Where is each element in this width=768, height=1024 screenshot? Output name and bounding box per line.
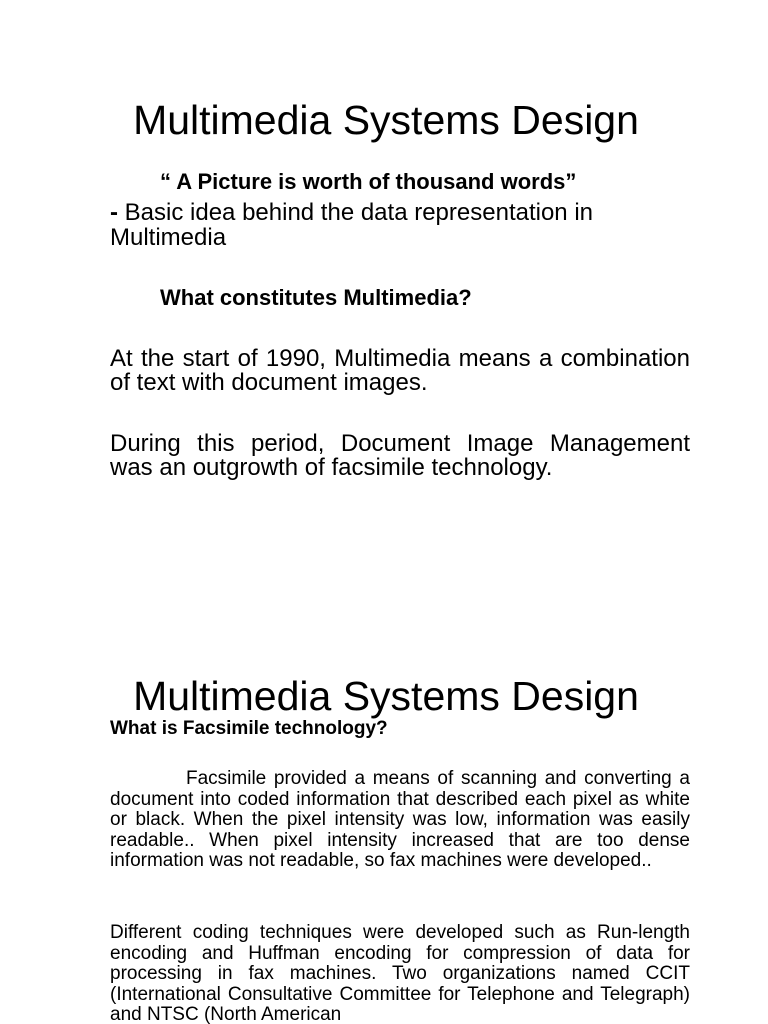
section-question: What is Facsimile technology? xyxy=(110,718,388,739)
bullet-dash: - xyxy=(110,199,118,226)
section-question: What constitutes Multimedia? xyxy=(160,285,472,310)
paragraph: Different coding techniques were developed such as Run-length encoding and Huffman encoding for compression of data for processing in fax machines. Two organizations named CCIT (International Consultative Committee for Telephone and Telegraph) and NTSC (North American xyxy=(110,922,690,1024)
slide-title: Multimedia Systems Design xyxy=(133,97,639,143)
basic-idea-text xyxy=(110,200,670,250)
paragraph: Facsimile provided a means of scanning and converting a document into coded information that described each pixel as white or black. When the pixel intensity was low, information was easily readable.. When pixel intensity increased that are too dense information was not readable, so fax machines were developed.. xyxy=(110,768,690,871)
quote: “ A Picture is worth of thousand words” xyxy=(160,169,577,194)
paragraph: During this period, Document Image Management was an outgrowth of facsimile technology. xyxy=(110,430,690,481)
paragraph: At the start of 1990, Multimedia means a combination of text with document images. xyxy=(110,345,690,396)
slide-title: Multimedia Systems Design xyxy=(133,673,639,719)
basic-idea-body: Basic idea behind the data representation in Multimedia xyxy=(110,199,593,251)
